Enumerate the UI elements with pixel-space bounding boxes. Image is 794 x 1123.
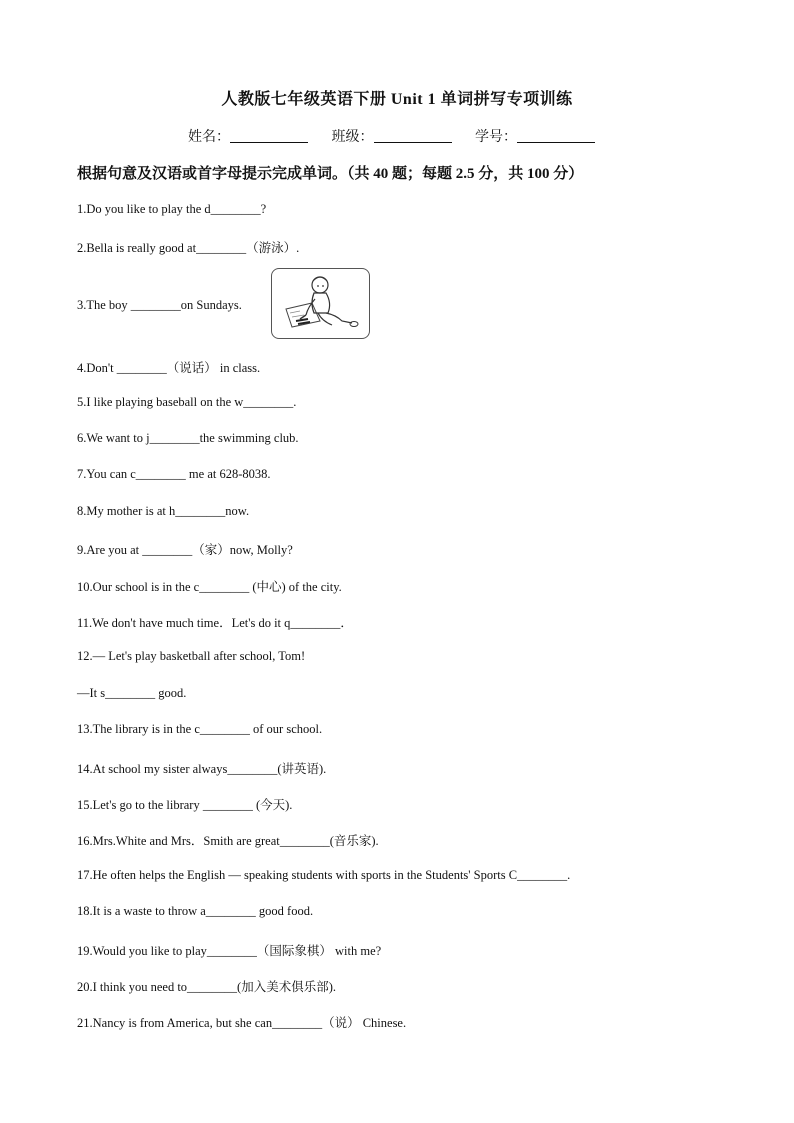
question-5: 5.I like playing baseball on the w________. [77,395,297,409]
question-1: 1.Do you like to play the d________? [77,202,267,216]
question-2: 2.Bella is really good at________（游泳）. [77,241,300,255]
class-label: 班级： [331,130,374,145]
class-blank[interactable] [374,128,452,143]
question-13: 13.The library is in the c________ of our school. [77,722,323,736]
question-8: 8.My mother is at h________now. [77,504,250,518]
question-10: 10.Our school is in the c________ (中心) of the city. [77,580,342,594]
boy-drawing-icon [271,268,370,339]
id-label: 学号： [475,130,517,145]
question-12-reply: —It s________ good. [77,686,187,700]
name-label: 姓名： [188,130,230,145]
question-21: 21.Nancy is from America, but she can________（说） Chinese. [77,1016,407,1030]
student-info-row [188,126,615,146]
page-title: 人教版七年级英语下册 Unit 1 单词拼写专项训练 [221,91,573,108]
id-field [475,130,595,145]
instructions: 根据句意及汉语或首字母提示完成单词。（共 40 题；每题 2.5 分，共 100 分） [77,166,584,182]
question-18: 18.It is a waste to throw a________ good food. [77,904,314,918]
name-field [188,130,312,145]
question-9: 9.Are you at ________（家）now, Molly? [77,543,293,557]
question-6: 6.We want to j________the swimming club. [77,431,299,445]
question-11: 11.We don't have much time．Let's do it q________． [77,616,353,630]
question-19: 19.Would you like to play________（国际象棋） with me? [77,944,382,958]
class-field [332,130,456,145]
question-7: 7.You can c________ me at 628-8038. [77,467,271,481]
question-15: 15.Let's go to the library ________ (今天). [77,798,293,812]
question-20: 20.I think you need to________(加入美术俱乐部). [77,980,337,994]
question-16: 16.Mrs.White and Mrs．Smith are great________(音乐家). [77,834,379,848]
id-blank[interactable] [517,128,595,143]
question-14: 14.At school my sister always________(讲英语). [77,762,327,776]
question-12: 12.— Let's play basketball after school, Tom! [77,649,306,663]
question-4: 4.Don't ________（说话） in class. [77,361,261,375]
question-17: 17.He often helps the English — speaking students with sports in the Students' Sports C________. [77,868,571,882]
boy-drawing-illustration [272,269,368,337]
name-blank[interactable] [230,128,308,143]
question-3: 3.The boy ________on Sundays. [77,298,242,312]
